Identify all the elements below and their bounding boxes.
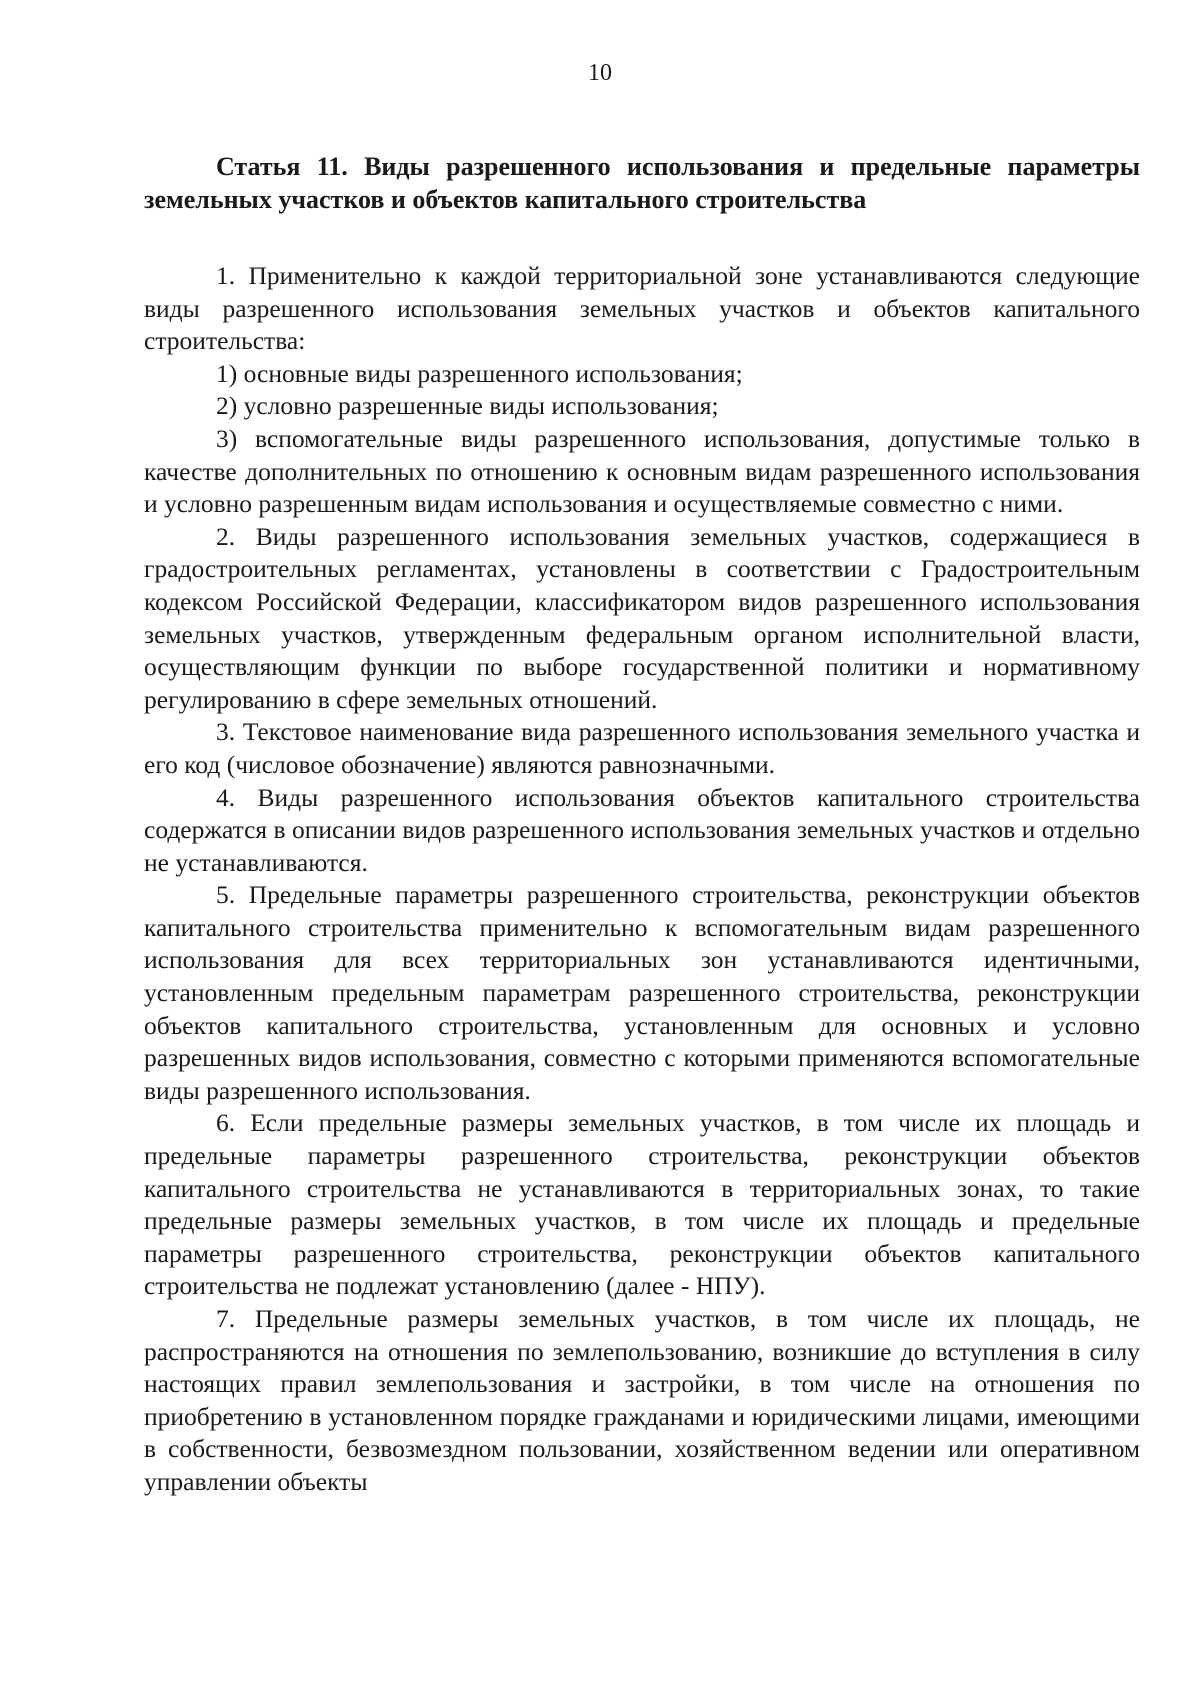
paragraph-6: 6. Если предельные размеры земельных участков, в том числе их площадь и предельные параметры разрешенного строительства, реконструкции объектов капитального строительства не устанавливаются в территориальных зонах, то такие предельные размеры земельных участков, в том числе их площадь и предельные параметры разрешенного строительства, реконструкции объектов капитального строительства не подлежат установлению (далее - НПУ).	[144, 1108, 1140, 1301]
paragraph-7: 7. Предельные размеры земельных участков, в том числе их площадь, не распространяются на отношения по землепользованию, возникшие до вступления в силу настоящих правил землепользования и застройки, в том числе на отношения по приобретению в установленном порядке гражданами и юридическими лицами, имеющими в собственности, безвозмездном пользовании, хозяйственном ведении или оперативном управлении объекты	[144, 1304, 1140, 1496]
paragraph-3: 3. Текстовое наименование вида разрешенного использования земельного участка и его код (числовое обозначение) являются равнозначными.	[144, 717, 1140, 779]
list-item-2: 2) условно разрешенные виды использования;	[216, 391, 719, 421]
article-body	[144, 150, 1140, 1499]
list-item-1: 1) основные виды разрешенного использования;	[216, 358, 743, 388]
paragraph-2: 2. Виды разрешенного использования земельных участков, содержащиеся в градостроительных регламентах, установлены в соответствии с Градостроительным кодексом Российской Федерации, классификатором видов разрешенного использования земельных участков, утвержденным федеральным органом исполнительной власти, осуществляющим функции по выборе государственной политики и нормативному регулированию в сфере земельных отношений.	[144, 521, 1140, 714]
article-title: Статья 11. Виды разрешенного использования и предельные параметры земельных участков и объектов капитального строительства	[144, 152, 1140, 214]
paragraph-5: 5. Предельные параметры разрешенного строительства, реконструкции объектов капитального строительства применительно к вспомогательным видам разрешенного использования для всех территориальных зон устанавливаются идентичными, установленным предельным параметрам разрешенного строительства, реконструкции объектов капитального строительства, установленным для основных и условно разрешенных видов использования, совместно с которыми применяются вспомогательные виды разрешенного использования.	[144, 880, 1140, 1105]
paragraph-1: 1. Применительно к каждой территориальной зоне устанавливаются следующие виды разрешенного использования земельных участков и объектов капитального строительства:	[144, 261, 1140, 356]
page-number: 10	[588, 60, 612, 86]
paragraph-4: 4. Виды разрешенного использования объектов капитального строительства содержатся в описании видов разрешенного использования земельных участков и отдельно не устанавливаются.	[144, 782, 1140, 877]
list-item-3: 3) вспомогательные виды разрешенного использования, допустимые только в качестве дополнительных по отношению к основным видам разрешенного использования и условно разрешенным видам использования и осуществляемые совместно с ними.	[144, 423, 1140, 519]
